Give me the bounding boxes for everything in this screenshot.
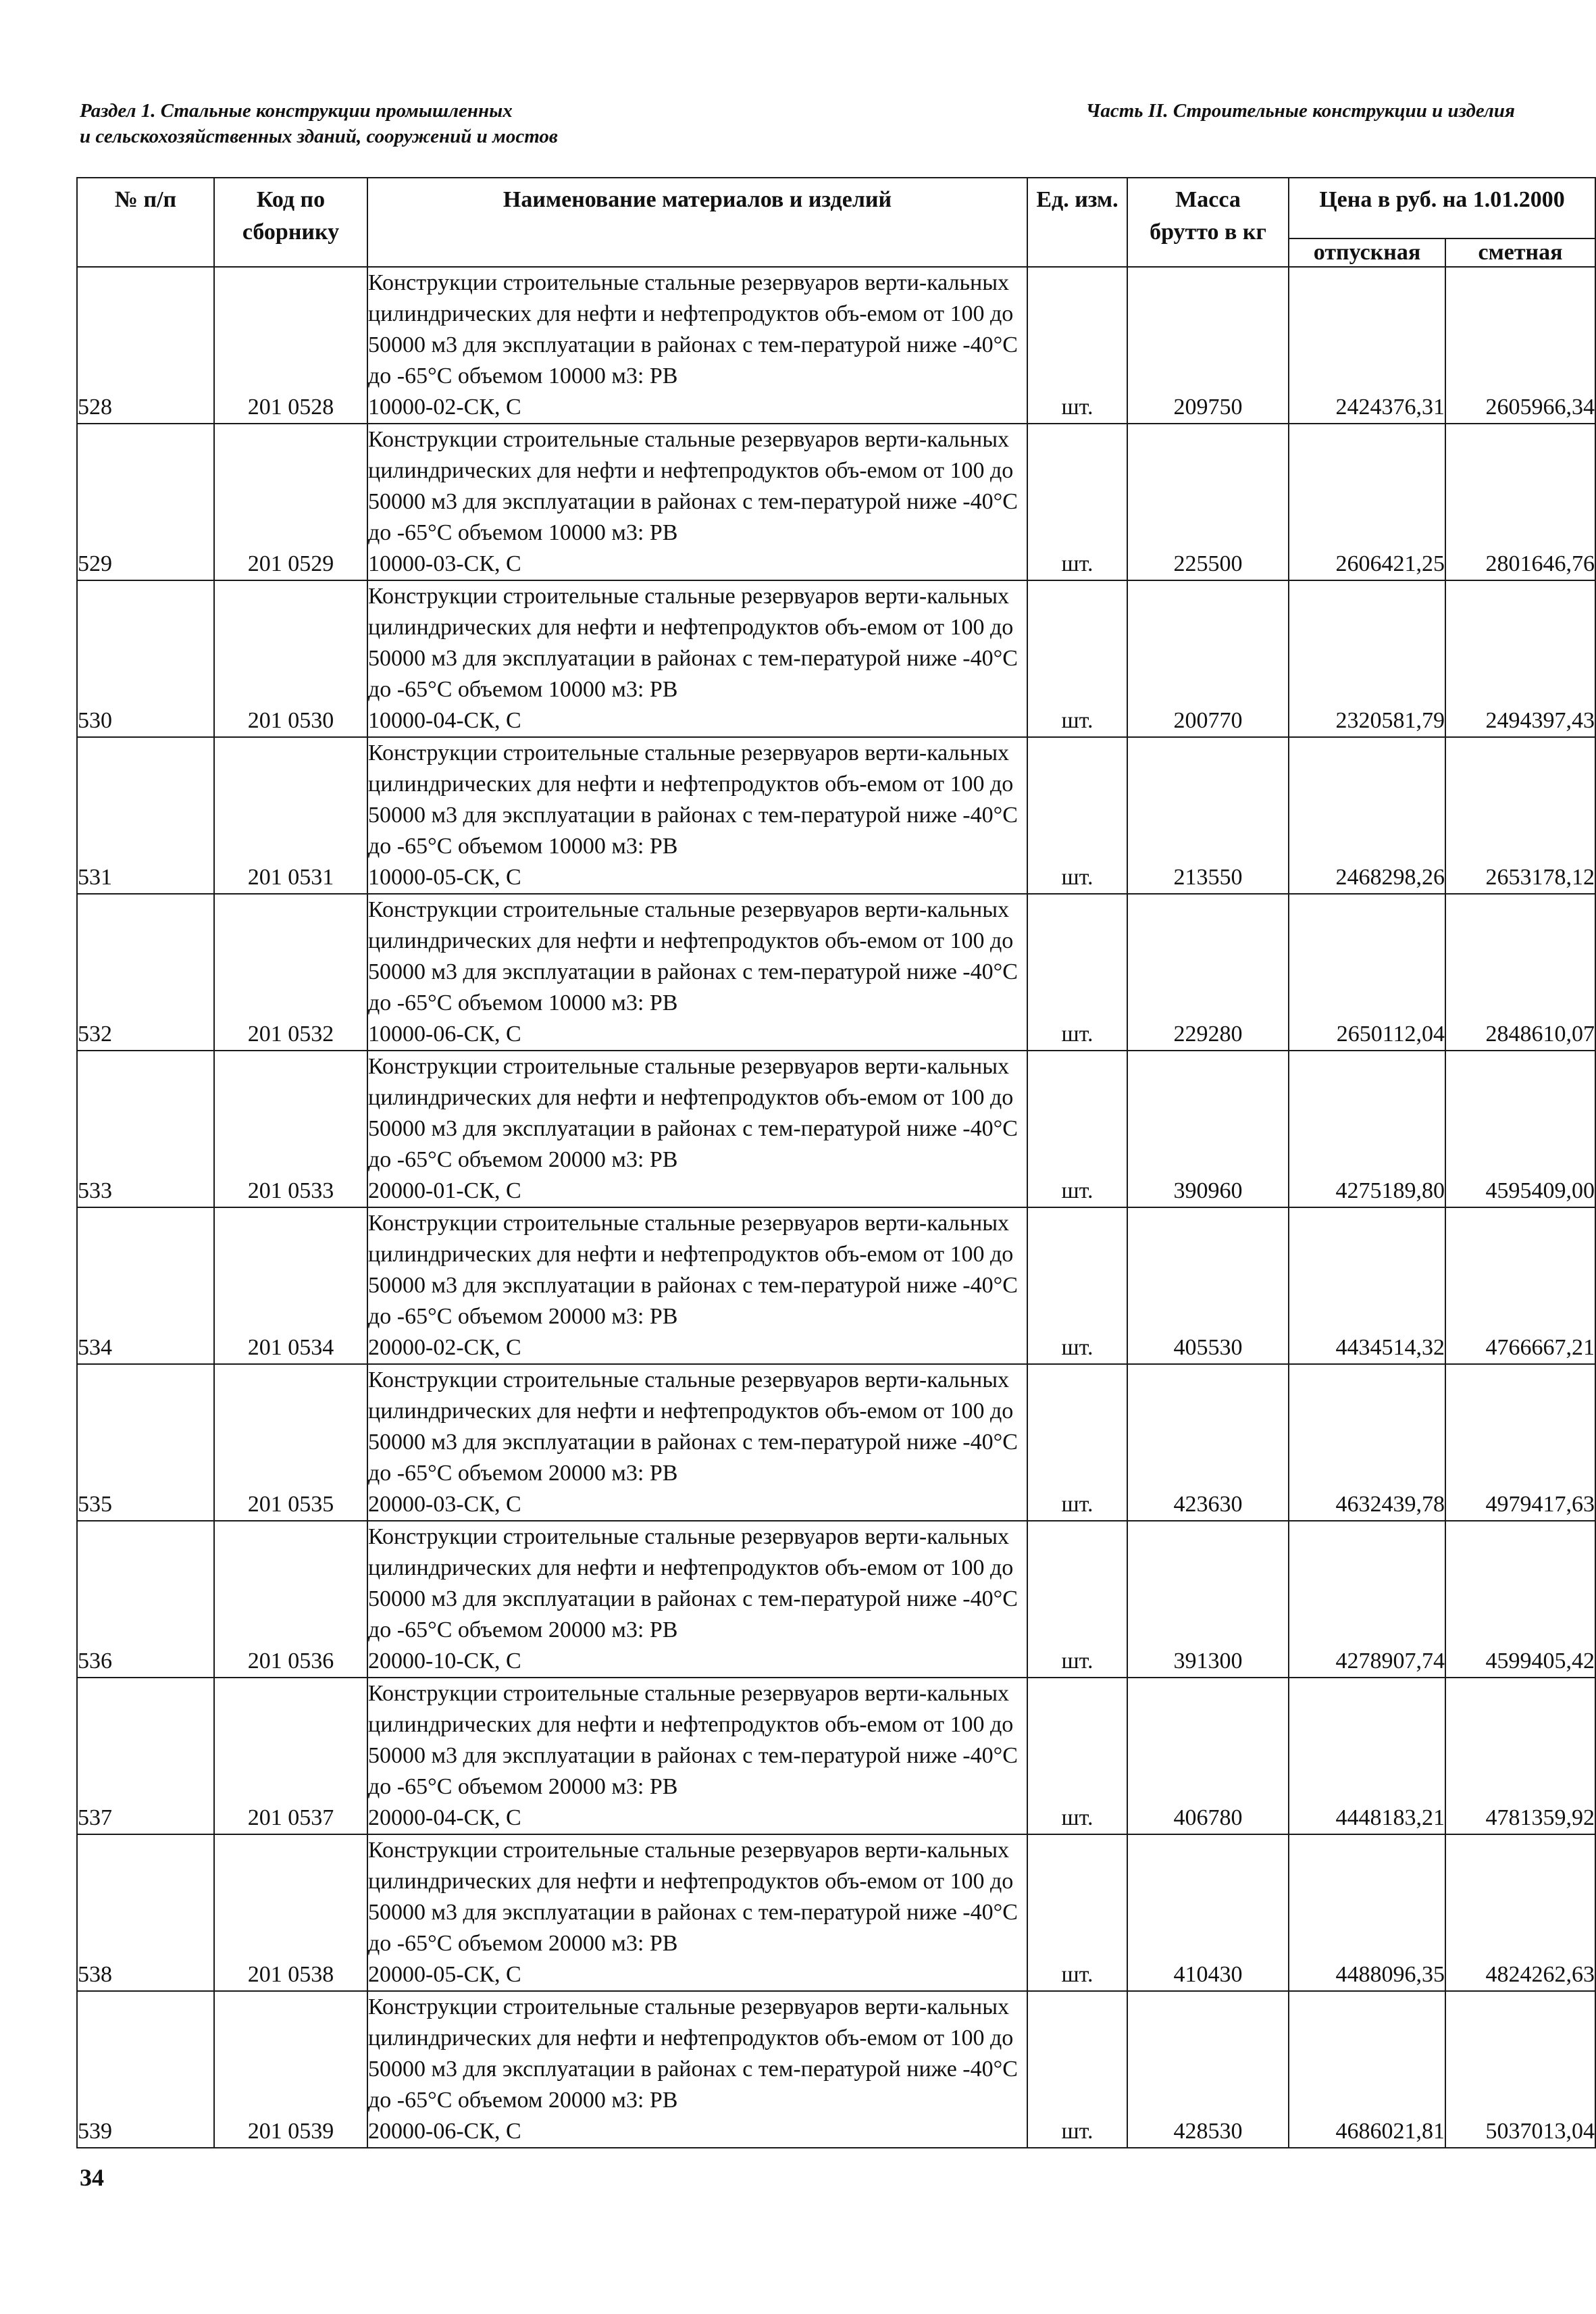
gross-mass: 213550 bbox=[1127, 737, 1289, 894]
price-release: 2606421,25 bbox=[1289, 424, 1445, 580]
item-description: Конструкции строительные стальные резервуаров верти-кальных цилиндрических для нефти и нефтепродуктов объ-емом от 100 до 50000 м3 для эксплуатации в районах с тем-пературой ниже -40°С до -65°С объемом 10000 м3: РВ bbox=[368, 427, 1018, 545]
price-release: 4275189,80 bbox=[1289, 1051, 1445, 1207]
catalog-code: 201 0539 bbox=[214, 1991, 367, 2148]
page-number: 34 bbox=[80, 2164, 104, 2191]
price-release: 2468298,26 bbox=[1289, 737, 1445, 894]
item-name bbox=[367, 1051, 1027, 1207]
col-header-name: Наименование материалов и изделий bbox=[367, 178, 1027, 267]
col-header-unit: Ед. изм. bbox=[1027, 178, 1127, 267]
row-number: 535 bbox=[77, 1364, 214, 1521]
row-number: 530 bbox=[77, 580, 214, 737]
item-model: 10000-02-СК, С bbox=[368, 395, 521, 420]
price-release: 4632439,78 bbox=[1289, 1364, 1445, 1521]
catalog-code: 201 0536 bbox=[214, 1521, 367, 1678]
price-release: 4686021,81 bbox=[1289, 1991, 1445, 2148]
table-row bbox=[77, 267, 1595, 424]
col-header-code: Код по сборнику bbox=[214, 178, 367, 267]
catalog-code: 201 0535 bbox=[214, 1364, 367, 1521]
price-release: 4488096,35 bbox=[1289, 1834, 1445, 1991]
item-name bbox=[367, 580, 1027, 737]
row-number: 531 bbox=[77, 737, 214, 894]
unit: шт. bbox=[1027, 1991, 1127, 2148]
table-row bbox=[77, 1678, 1595, 1834]
table-row bbox=[77, 1521, 1595, 1678]
row-number: 536 bbox=[77, 1521, 214, 1678]
section-title bbox=[80, 98, 823, 149]
item-description: Конструкции строительные стальные резервуаров верти-кальных цилиндрических для нефти и нефтепродуктов объ-емом от 100 до 50000 м3 для эксплуатации в районах с тем-пературой ниже -40°С до -65°С объемом 20000 м3: РВ bbox=[368, 1054, 1018, 1172]
item-name bbox=[367, 737, 1027, 894]
price-estimate: 2605966,34 bbox=[1445, 267, 1595, 424]
price-estimate: 2653178,12 bbox=[1445, 737, 1595, 894]
col-header-price-estimate: сметная bbox=[1445, 238, 1595, 267]
catalog-code: 201 0538 bbox=[214, 1834, 367, 1991]
unit: шт. bbox=[1027, 424, 1127, 580]
gross-mass: 209750 bbox=[1127, 267, 1289, 424]
item-name bbox=[367, 1364, 1027, 1521]
gross-mass: 423630 bbox=[1127, 1364, 1289, 1521]
item-model: 10000-06-СК, С bbox=[368, 1022, 521, 1047]
row-number: 538 bbox=[77, 1834, 214, 1991]
catalog-code: 201 0530 bbox=[214, 580, 367, 737]
section-title-line2: и сельскохозяйственных зданий, сооружений и мостов bbox=[80, 126, 558, 147]
table-row bbox=[77, 1834, 1595, 1991]
price-release: 4278907,74 bbox=[1289, 1521, 1445, 1678]
gross-mass: 428530 bbox=[1127, 1991, 1289, 2148]
price-release: 2424376,31 bbox=[1289, 267, 1445, 424]
col-header-price-release: отпускная bbox=[1289, 238, 1445, 267]
catalog-code: 201 0531 bbox=[214, 737, 367, 894]
catalog-code: 201 0532 bbox=[214, 894, 367, 1051]
row-number: 534 bbox=[77, 1207, 214, 1364]
item-description: Конструкции строительные стальные резервуаров верти-кальных цилиндрических для нефти и нефтепродуктов объ-емом от 100 до 50000 м3 для эксплуатации в районах с тем-пературой ниже -40°С до -65°С объемом 20000 м3: РВ bbox=[368, 1211, 1018, 1329]
item-description: Конструкции строительные стальные резервуаров верти-кальных цилиндрических для нефти и нефтепродуктов объ-емом от 100 до 50000 м3 для эксплуатации в районах с тем-пературой ниже -40°С до -65°С объемом 10000 м3: РВ bbox=[368, 270, 1018, 388]
item-model: 10000-04-СК, С bbox=[368, 708, 521, 733]
col-header-num: № п/п bbox=[77, 178, 214, 267]
item-description: Конструкции строительные стальные резервуаров верти-кальных цилиндрических для нефти и нефтепродуктов объ-емом от 100 до 50000 м3 для эксплуатации в районах с тем-пературой ниже -40°С до -65°С объемом 20000 м3: РВ bbox=[368, 1838, 1018, 1956]
gross-mass: 225500 bbox=[1127, 424, 1289, 580]
gross-mass: 229280 bbox=[1127, 894, 1289, 1051]
gross-mass: 390960 bbox=[1127, 1051, 1289, 1207]
table-row bbox=[77, 894, 1595, 1051]
item-model: 20000-10-СК, С bbox=[368, 1649, 521, 1674]
item-model: 20000-03-СК, С bbox=[368, 1492, 521, 1517]
unit: шт. bbox=[1027, 1364, 1127, 1521]
item-description: Конструкции строительные стальные резервуаров верти-кальных цилиндрических для нефти и нефтепродуктов объ-емом от 100 до 50000 м3 для эксплуатации в районах с тем-пературой ниже -40°С до -65°С объемом 20000 м3: РВ bbox=[368, 1681, 1018, 1799]
unit: шт. bbox=[1027, 1207, 1127, 1364]
price-estimate: 2494397,43 bbox=[1445, 580, 1595, 737]
item-description: Конструкции строительные стальные резервуаров верти-кальных цилиндрических для нефти и нефтепродуктов объ-емом от 100 до 50000 м3 для эксплуатации в районах с тем-пературой ниже -40°С до -65°С объемом 10000 м3: РВ bbox=[368, 897, 1018, 1015]
row-number: 537 bbox=[77, 1678, 214, 1834]
gross-mass: 406780 bbox=[1127, 1678, 1289, 1834]
item-name bbox=[367, 424, 1027, 580]
item-description: Конструкции строительные стальные резервуаров верти-кальных цилиндрических для нефти и нефтепродуктов объ-емом от 100 до 50000 м3 для эксплуатации в районах с тем-пературой ниже -40°С до -65°С объемом 20000 м3: РВ bbox=[368, 1367, 1018, 1486]
table-row bbox=[77, 580, 1595, 737]
table-header bbox=[77, 178, 1595, 267]
price-estimate: 5037013,04 bbox=[1445, 1991, 1595, 2148]
item-model: 20000-02-СК, С bbox=[368, 1335, 521, 1360]
unit: шт. bbox=[1027, 894, 1127, 1051]
price-estimate: 2848610,07 bbox=[1445, 894, 1595, 1051]
table-row bbox=[77, 1207, 1595, 1364]
price-estimate: 4781359,92 bbox=[1445, 1678, 1595, 1834]
item-model: 10000-03-СК, С bbox=[368, 551, 521, 576]
gross-mass: 410430 bbox=[1127, 1834, 1289, 1991]
unit: шт. bbox=[1027, 737, 1127, 894]
row-number: 533 bbox=[77, 1051, 214, 1207]
item-description: Конструкции строительные стальные резервуаров верти-кальных цилиндрических для нефти и нефтепродуктов объ-емом от 100 до 50000 м3 для эксплуатации в районах с тем-пературой ниже -40°С до -65°С объемом 20000 м3: РВ bbox=[368, 1994, 1018, 2113]
item-model: 20000-06-СК, С bbox=[368, 2119, 521, 2144]
catalog-code: 201 0529 bbox=[214, 424, 367, 580]
unit: шт. bbox=[1027, 1678, 1127, 1834]
col-header-price-group: Цена в руб. на 1.01.2000 bbox=[1289, 178, 1595, 238]
unit: шт. bbox=[1027, 1521, 1127, 1678]
item-name bbox=[367, 1521, 1027, 1678]
item-model: 20000-01-СК, С bbox=[368, 1178, 521, 1203]
item-description: Конструкции строительные стальные резервуаров верти-кальных цилиндрических для нефти и нефтепродуктов объ-емом от 100 до 50000 м3 для эксплуатации в районах с тем-пературой ниже -40°С до -65°С объемом 10000 м3: РВ bbox=[368, 740, 1018, 859]
part-title: Часть II. Строительные конструкции и изделия bbox=[1085, 100, 1515, 122]
item-model: 20000-04-СК, С bbox=[368, 1805, 521, 1830]
catalog-code: 201 0528 bbox=[214, 267, 367, 424]
item-model: 10000-05-СК, С bbox=[368, 865, 521, 890]
item-name bbox=[367, 894, 1027, 1051]
item-name bbox=[367, 1991, 1027, 2148]
catalog-code: 201 0533 bbox=[214, 1051, 367, 1207]
item-model: 20000-05-СК, С bbox=[368, 1962, 521, 1987]
price-table bbox=[76, 177, 1596, 2148]
gross-mass: 391300 bbox=[1127, 1521, 1289, 1678]
table-row bbox=[77, 1991, 1595, 2148]
gross-mass: 200770 bbox=[1127, 580, 1289, 737]
catalog-code: 201 0537 bbox=[214, 1678, 367, 1834]
col-header-mass: Масса брутто в кг bbox=[1127, 178, 1289, 267]
table-row bbox=[77, 1051, 1595, 1207]
row-number: 529 bbox=[77, 424, 214, 580]
unit: шт. bbox=[1027, 267, 1127, 424]
price-release: 4434514,32 bbox=[1289, 1207, 1445, 1364]
price-release: 4448183,21 bbox=[1289, 1678, 1445, 1834]
gross-mass: 405530 bbox=[1127, 1207, 1289, 1364]
unit: шт. bbox=[1027, 1051, 1127, 1207]
row-number: 539 bbox=[77, 1991, 214, 2148]
table-row bbox=[77, 1364, 1595, 1521]
item-name bbox=[367, 1834, 1027, 1991]
section-title-line1: Раздел 1. Стальные конструкции промышленных bbox=[80, 100, 513, 122]
row-number: 528 bbox=[77, 267, 214, 424]
item-name bbox=[367, 267, 1027, 424]
price-estimate: 4766667,21 bbox=[1445, 1207, 1595, 1364]
price-release: 2650112,04 bbox=[1289, 894, 1445, 1051]
item-description: Конструкции строительные стальные резервуаров верти-кальных цилиндрических для нефти и нефтепродуктов объ-емом от 100 до 50000 м3 для эксплуатации в районах с тем-пературой ниже -40°С до -65°С объемом 10000 м3: РВ bbox=[368, 584, 1018, 702]
catalog-code: 201 0534 bbox=[214, 1207, 367, 1364]
unit: шт. bbox=[1027, 1834, 1127, 1991]
item-name bbox=[367, 1678, 1027, 1834]
price-estimate: 4824262,63 bbox=[1445, 1834, 1595, 1991]
item-name bbox=[367, 1207, 1027, 1364]
item-description: Конструкции строительные стальные резервуаров верти-кальных цилиндрических для нефти и нефтепродуктов объ-емом от 100 до 50000 м3 для эксплуатации в районах с тем-пературой ниже -40°С до -65°С объемом 20000 м3: РВ bbox=[368, 1524, 1018, 1642]
table-row bbox=[77, 424, 1595, 580]
row-number: 532 bbox=[77, 894, 214, 1051]
price-estimate: 2801646,76 bbox=[1445, 424, 1595, 580]
table-row bbox=[77, 737, 1595, 894]
table-body bbox=[77, 267, 1595, 2148]
price-estimate: 4595409,00 bbox=[1445, 1051, 1595, 1207]
price-estimate: 4979417,63 bbox=[1445, 1364, 1595, 1521]
unit: шт. bbox=[1027, 580, 1127, 737]
price-release: 2320581,79 bbox=[1289, 580, 1445, 737]
price-estimate: 4599405,42 bbox=[1445, 1521, 1595, 1678]
